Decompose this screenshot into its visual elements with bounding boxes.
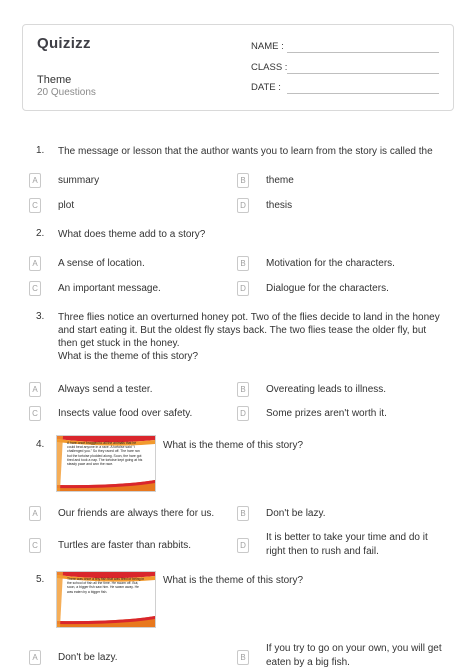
- story-image: [56, 571, 156, 628]
- option-box-c[interactable]: C: [29, 198, 41, 213]
- option-text: Always send a tester.: [58, 384, 153, 395]
- option-box-c[interactable]: C: [29, 281, 41, 296]
- question-number: 2.: [36, 228, 45, 239]
- worksheet-title: Theme: [37, 74, 72, 86]
- option-text: Overeating leads to illness.: [266, 384, 387, 395]
- question-number: 1.: [36, 145, 45, 156]
- question-number: 5.: [36, 574, 45, 585]
- option-text: Motivation for the characters.: [266, 258, 395, 269]
- question-text-line-3: then get stuck in the honey.: [58, 338, 180, 349]
- option-text: Don't be lazy.: [58, 652, 118, 663]
- question-number: 4.: [36, 439, 45, 450]
- option-box-b[interactable]: B: [237, 650, 249, 665]
- option-box-a[interactable]: A: [29, 506, 41, 521]
- option-text: Our friends are always there for us.: [58, 508, 215, 519]
- option-text: Insects value food over safety.: [58, 408, 193, 419]
- option-box-c[interactable]: C: [29, 406, 41, 421]
- option-text-line-2: right then to rush and fail.: [266, 546, 379, 557]
- option-box-b[interactable]: B: [237, 173, 249, 188]
- option-box-d[interactable]: D: [237, 406, 249, 421]
- option-text: Turtles are faster than rabbits.: [58, 540, 192, 551]
- option-text-line-2: eaten by a big fish.: [266, 657, 350, 668]
- option-box-a[interactable]: A: [29, 256, 41, 271]
- option-text: theme: [266, 175, 294, 186]
- option-text: A sense of location.: [58, 258, 145, 269]
- question-text-line-1: Three flies notice an overturned honey pot. Two of the flies decide to land in the honey: [58, 312, 440, 323]
- option-box-d[interactable]: D: [237, 198, 249, 213]
- quizizz-logo: Quizizz: [37, 35, 91, 52]
- option-box-b[interactable]: B: [237, 256, 249, 271]
- question-text: What does theme add to a story?: [58, 229, 206, 240]
- question-text: The message or lesson that the author wants you to learn from the story is called the: [58, 146, 433, 157]
- option-box-d[interactable]: D: [237, 538, 249, 553]
- story-image-text: There was once a tiny fish that was tired of being in the school of fish all the time. He swam off. But, soon, a bigger fish saw him. He swam away. He was eaten by a bigger fish.: [67, 577, 145, 594]
- option-box-d[interactable]: D: [237, 281, 249, 296]
- name-field[interactable]: [287, 52, 439, 53]
- question-number: 3.: [36, 311, 45, 322]
- date-field[interactable]: [287, 93, 439, 94]
- class-field[interactable]: [287, 73, 439, 74]
- option-text: Don't be lazy.: [266, 508, 326, 519]
- option-box-a[interactable]: A: [29, 650, 41, 665]
- question-text: What is the theme of this story?: [163, 575, 304, 586]
- story-image: [56, 435, 156, 492]
- story-image-text: A hare once bragged to all the animals that he could beat anyone in a race. A tortoise said "I challenged you." So they raced off. The hare ran but the tortoise plodded along. Soon, the hare got tired and took a nap. The tortoise kept going at his steady pace and won the race.: [67, 441, 143, 467]
- name-label: NAME :: [251, 41, 284, 52]
- option-box-b[interactable]: B: [237, 382, 249, 397]
- question-text-line-2: and start eating it. But the oldest fly stays back. The two flies tease the older fly, but: [58, 325, 427, 336]
- question-text-line-4: What is the theme of this story?: [58, 351, 199, 362]
- option-box-a[interactable]: A: [29, 382, 41, 397]
- option-text: An important message.: [58, 283, 161, 294]
- class-label: CLASS :: [251, 62, 288, 73]
- option-text-line-1: It is better to take your time and do it: [266, 532, 428, 543]
- option-text: Some prizes aren't worth it.: [266, 408, 387, 419]
- option-text: plot: [58, 200, 75, 211]
- option-text: summary: [58, 175, 100, 186]
- question-count: 20 Questions: [37, 87, 96, 98]
- option-text: Dialogue for the characters.: [266, 283, 389, 294]
- question-text: What is the theme of this story?: [163, 440, 304, 451]
- option-box-b[interactable]: B: [237, 506, 249, 521]
- option-text: thesis: [266, 200, 293, 211]
- option-text-line-1: If you try to go on your own, you will get: [266, 643, 442, 654]
- option-box-a[interactable]: A: [29, 173, 41, 188]
- option-box-c[interactable]: C: [29, 538, 41, 553]
- date-label: DATE :: [251, 82, 281, 93]
